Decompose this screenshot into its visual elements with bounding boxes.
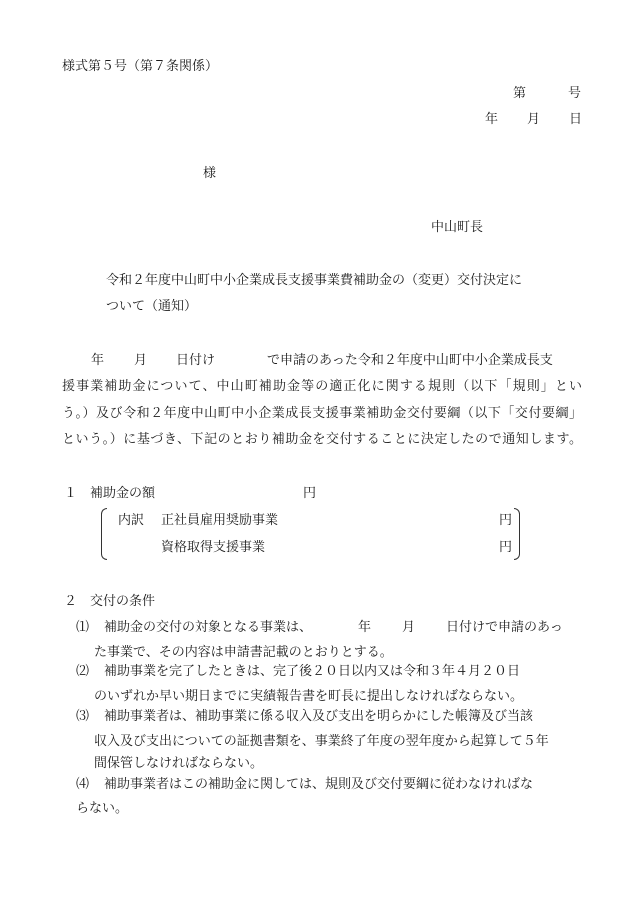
breakdown-bracket-right [514,508,520,560]
body-line-1: で申請のあった令和２年度中山町中小企業成長支 [267,353,553,368]
breakdown-item-yen: 円 [499,540,513,555]
breakdown-item-yen: 円 [499,513,513,528]
date-year: 年 [485,112,499,127]
breakdown-label: 内訳 [118,513,145,528]
condition-4-mark: ⑷ [76,777,90,792]
condition-3-line-2: 収入及び支出についての証拠書類を、事業終了年度の翌年度から起算して５年 [94,734,549,749]
date-day: 日 [569,112,583,127]
condition-1-line-2: た事業で、その内容は申請書記載のとおりとする。 [94,645,393,660]
condition-4-line-1: 補助事業者はこの補助金に関しては、規則及び交付要綱に従わなければな [104,777,534,792]
body-line-4: という。）に基づき、下記のとおり補助金を交付することに決定したので通知します。 [62,432,582,447]
condition-1-text-b: 日付けで申請のあっ [446,620,563,635]
section-2-heading: ２ 交付の条件 [64,594,156,609]
body-line-2: 援事業補助金について、中山町補助金等の適正化に関する規則（以下「規則」とい [62,379,582,394]
body-line-3: う。）及び令和２年度中山町中小企業成長支援事業補助金交付要綱（以下「交付要綱」 [62,406,582,421]
condition-1-year: 年 [358,620,372,635]
condition-2-mark: ⑵ [76,664,90,679]
condition-3-line-1: 補助事業者は、補助事業に係る収入及び支出を明らかにした帳簿及び当該 [104,709,534,724]
section-1-heading: １ 補助金の額 [64,486,156,501]
condition-1-month: 月 [402,620,416,635]
condition-3-mark: ⑶ [76,709,90,724]
condition-2-line-1: 補助事業を完了したときは、完了後２０日以内又は令和３年４月２０日 [104,664,521,679]
condition-3-line-3: 間保管しなければならない。 [94,756,264,771]
condition-1-text-a: 補助金の交付の対象となる事業は、 [104,620,313,635]
condition-1-mark: ⑴ [76,620,90,635]
document-number-go: 号 [568,86,582,101]
breakdown-item-name: 資格取得支援事業 [161,540,266,555]
breakdown-item-name: 正社員雇用奨励事業 [161,513,279,528]
title-line-1: 令和２年度中山町中小企業成長支援事業費補助金の（変更）交付決定に [106,273,523,288]
title-line-2: ついて（通知） [106,299,198,314]
body-month: 月 [134,353,148,368]
document-number-dai: 第 [513,86,527,101]
date-month: 月 [527,112,541,127]
condition-4-line-2: らない。 [76,801,129,816]
breakdown-bracket-left [101,508,107,560]
addressee-suffix: 様 [203,166,217,181]
condition-2-line-2: のいずれか早い期日までに実績報告書を町長に提出しなければならない。 [94,689,524,704]
issuer: 中山町長 [431,220,484,235]
form-number: 様式第５号（第７条関係） [62,59,219,74]
body-dated: 日付け [176,353,216,368]
section-1-yen: 円 [303,486,317,501]
body-year: 年 [91,353,105,368]
